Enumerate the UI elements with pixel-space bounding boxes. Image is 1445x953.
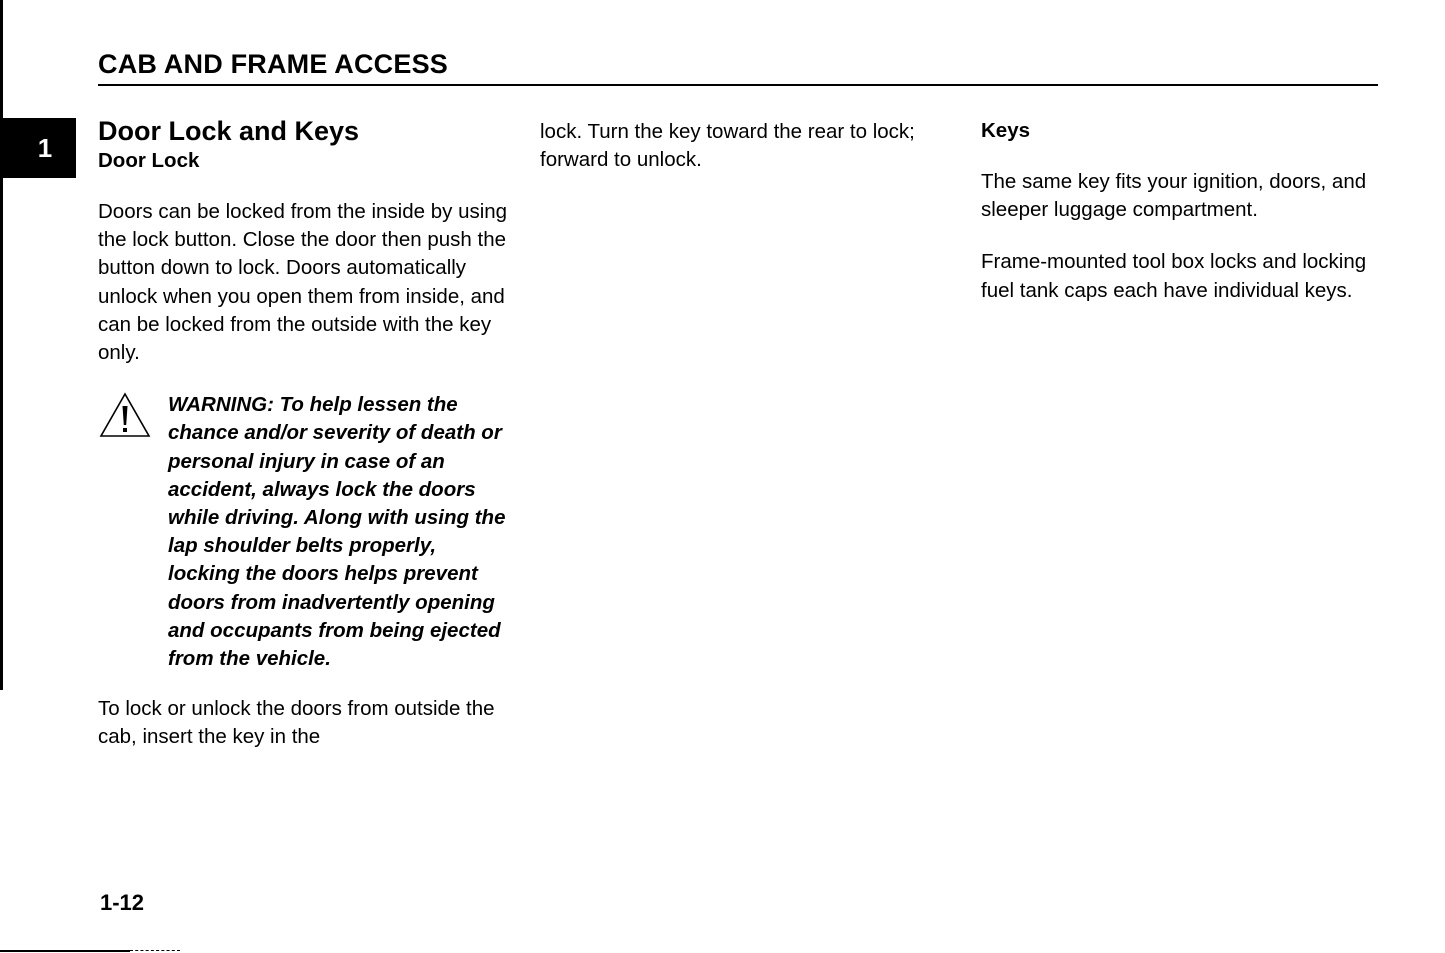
page-left-edge (0, 0, 3, 690)
chapter-number: 1 (37, 132, 53, 163)
warning-text: WARNING: To help lessen the chance and/or severity of death or personal injury in case of an accident, always lock the doors while driving. Along with using the lap shoulder belts properly, locking the doors helps prevent doors from inadvertently opening and occupants from being ejected from the vehicle. (168, 393, 506, 671)
bottom-rule (0, 950, 130, 952)
title-rule (98, 84, 1378, 86)
warning-block (98, 391, 518, 673)
paragraph-lock-continuation: lock. Turn the key toward the rear to lock; forward to unlock. (540, 120, 915, 172)
paragraph-individual-keys: Frame-mounted tool box locks and locking fuel tank caps each have individual keys. (981, 250, 1367, 302)
subheading-keys: Keys (981, 119, 1031, 142)
subheading-door-lock: Door Lock (98, 149, 200, 172)
paragraph-lock-from-outside: To lock or unlock the doors from outside the cab, insert the key in the (98, 697, 495, 749)
bottom-rule-dash (130, 950, 180, 951)
page-number: 1-12 (100, 890, 145, 915)
chapter-tab (0, 118, 76, 178)
paragraph-same-key: The same key fits your ignition, doors, and sleeper luggage compartment. (981, 170, 1367, 222)
column-1 (98, 114, 518, 776)
section-title: CAB AND FRAME ACCESS (98, 49, 449, 79)
column-2 (540, 118, 940, 198)
column-3 (981, 118, 1401, 329)
heading-door-lock-and-keys: Door Lock and Keys (98, 116, 360, 146)
warning-triangle-icon (98, 391, 152, 439)
paragraph-door-lock-intro: Doors can be locked from the inside by using the lock button. Close the door then push the button down to lock. Doors automatically unlock when you open them from inside, and can be locked from the outside with the key only. (98, 200, 508, 365)
